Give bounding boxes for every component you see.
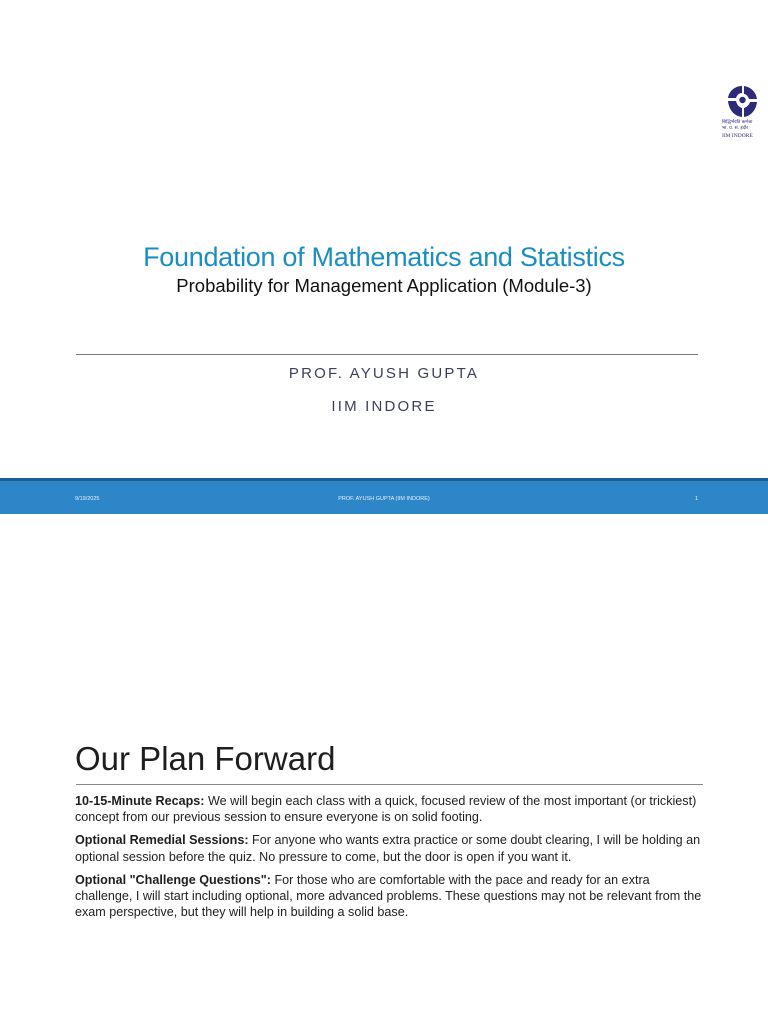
footer-page-number: 1 bbox=[695, 496, 699, 502]
plan-item-text: For anyone who wants extra practice or some doubt clearing, I will be holding an optional session before the quiz. No pressure to come, but the door is open if you want it. bbox=[75, 833, 701, 864]
iim-indore-logo-icon bbox=[724, 84, 760, 120]
slide-title: Foundation of Mathematics and Statistics bbox=[143, 242, 625, 272]
slide-footer bbox=[0, 478, 768, 514]
plan-item-text: We will begin each class with a quick, focused review of the most important (or trickiest) concept from our previous session to ensure everyone is on solid footing. bbox=[75, 794, 697, 825]
plan-slide bbox=[0, 514, 768, 1024]
institute-logo bbox=[722, 84, 762, 146]
presenter-institution: IIM INDORE bbox=[331, 398, 437, 415]
plan-item-remedial bbox=[75, 832, 707, 864]
plan-item-label: 10-15-Minute Recaps: bbox=[75, 794, 205, 808]
logo-hindi-name: भा. प्र. सं. इंदौर bbox=[722, 126, 749, 131]
presenter-name: PROF. AYUSH GUPTA bbox=[288, 365, 480, 382]
plan-item-challenge bbox=[75, 872, 707, 921]
footer-author: PROF. AYUSH GUPTA (IIM INDORE) bbox=[338, 496, 430, 502]
plan-item-label: Optional "Challenge Questions": bbox=[75, 872, 271, 887]
plan-list bbox=[75, 793, 707, 927]
slide-subtitle: Probability for Management Application (Module-3) bbox=[176, 275, 592, 296]
plan-item-text: For those who are comfortable with the pace and ready for an extra challenge, I will start including optional, more advanced problems. These questions may not be relevant from the exam perspective, but they will help in building a solid base. bbox=[75, 872, 702, 920]
heading-divider bbox=[76, 784, 703, 785]
slide-heading: Our Plan Forward bbox=[75, 740, 336, 777]
logo-motto: सिद्धिर्भवति कर्मजा bbox=[722, 120, 753, 125]
logo-english-name: IIM INDORE bbox=[722, 133, 753, 139]
plan-item-recaps bbox=[75, 793, 707, 825]
title-divider bbox=[76, 354, 698, 355]
plan-item-label: Optional Remedial Sessions: bbox=[75, 833, 249, 848]
footer-date: 9/19/2025 bbox=[75, 496, 100, 502]
